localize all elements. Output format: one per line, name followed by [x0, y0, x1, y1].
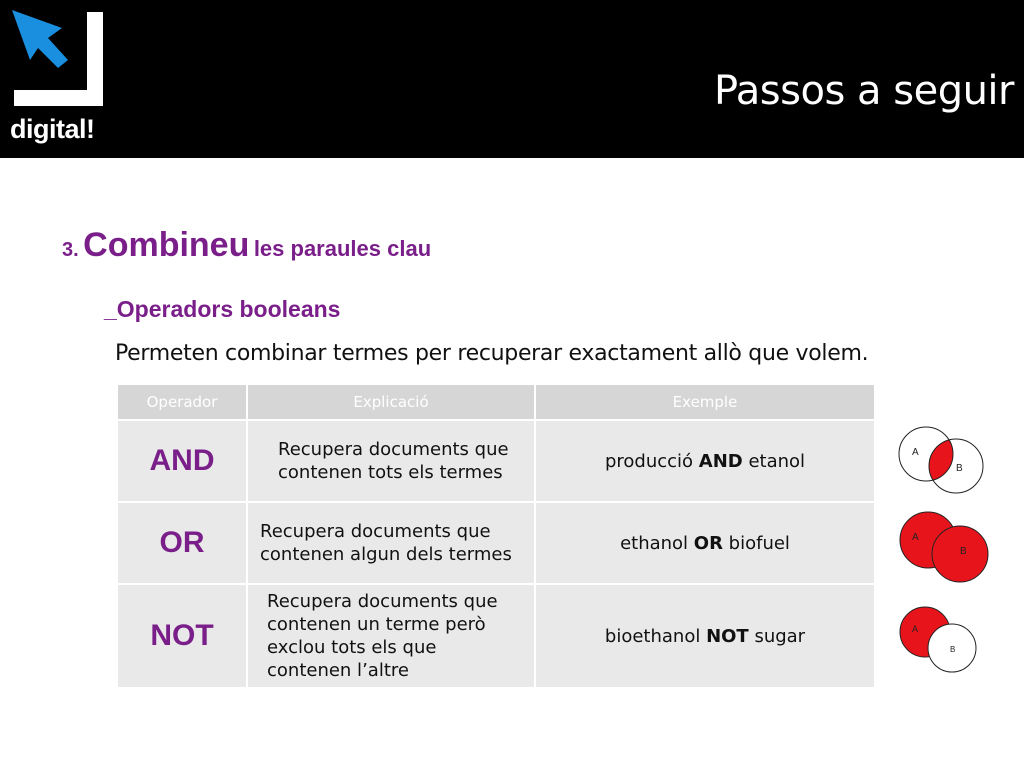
- slide-title: Passos a seguir: [713, 68, 1014, 114]
- intro-text: Permeten combinar termes per recuperar exactament allò que volem.: [115, 341, 869, 366]
- header-exemple: Exemple: [535, 384, 875, 420]
- operator-and: AND: [117, 420, 247, 502]
- venn-label-a: A: [912, 624, 919, 634]
- explanation-and: Recupera documents que contenen tots els termes: [247, 420, 535, 502]
- table-row: [117, 502, 875, 584]
- example-not: [535, 584, 875, 688]
- example-text: biofuel: [722, 532, 790, 554]
- example-text: etanol: [742, 450, 806, 472]
- header-explicacio: Explicació: [247, 384, 535, 420]
- explanation-or: Recupera documents que contenen algun dels termes: [247, 502, 535, 584]
- subtitle: _Operadors booleans: [104, 296, 341, 322]
- step-heading: [62, 226, 431, 265]
- header-bar: [0, 0, 1024, 158]
- venn-not-diagram: [890, 600, 990, 680]
- example-text: ethanol: [620, 532, 694, 554]
- operator-or: OR: [117, 502, 247, 584]
- step-rest: les paraules clau: [253, 236, 432, 261]
- example-keyword: AND: [698, 450, 743, 472]
- operator-not: NOT: [117, 584, 247, 688]
- venn-or-diagram: [890, 506, 990, 586]
- venn-label-a: A: [912, 447, 919, 458]
- example-or: [535, 502, 875, 584]
- example-text: producció: [604, 450, 699, 472]
- step-word: Combineu: [83, 226, 250, 264]
- venn-label-b: B: [950, 645, 956, 654]
- venn-label-a: A: [912, 532, 919, 543]
- logo-text: digital!: [10, 114, 95, 144]
- table-header-row: [117, 384, 875, 420]
- operators-table: [116, 383, 876, 689]
- table-row: [117, 420, 875, 502]
- example-text: bioethanol: [604, 625, 707, 647]
- example-keyword: OR: [693, 532, 723, 554]
- step-number: 3.: [62, 239, 79, 261]
- header-operador: Operador: [117, 384, 247, 420]
- venn-label-b: B: [956, 463, 963, 474]
- venn-and-diagram: [890, 420, 990, 500]
- table-row: [117, 584, 875, 688]
- example-keyword: NOT: [706, 625, 749, 647]
- venn-label-b: B: [960, 546, 967, 557]
- explanation-not: Recupera documents que contenen un terme però exclou tots els que contenen l’altre: [247, 584, 535, 688]
- example-and: [535, 420, 875, 502]
- example-text: sugar: [748, 625, 806, 647]
